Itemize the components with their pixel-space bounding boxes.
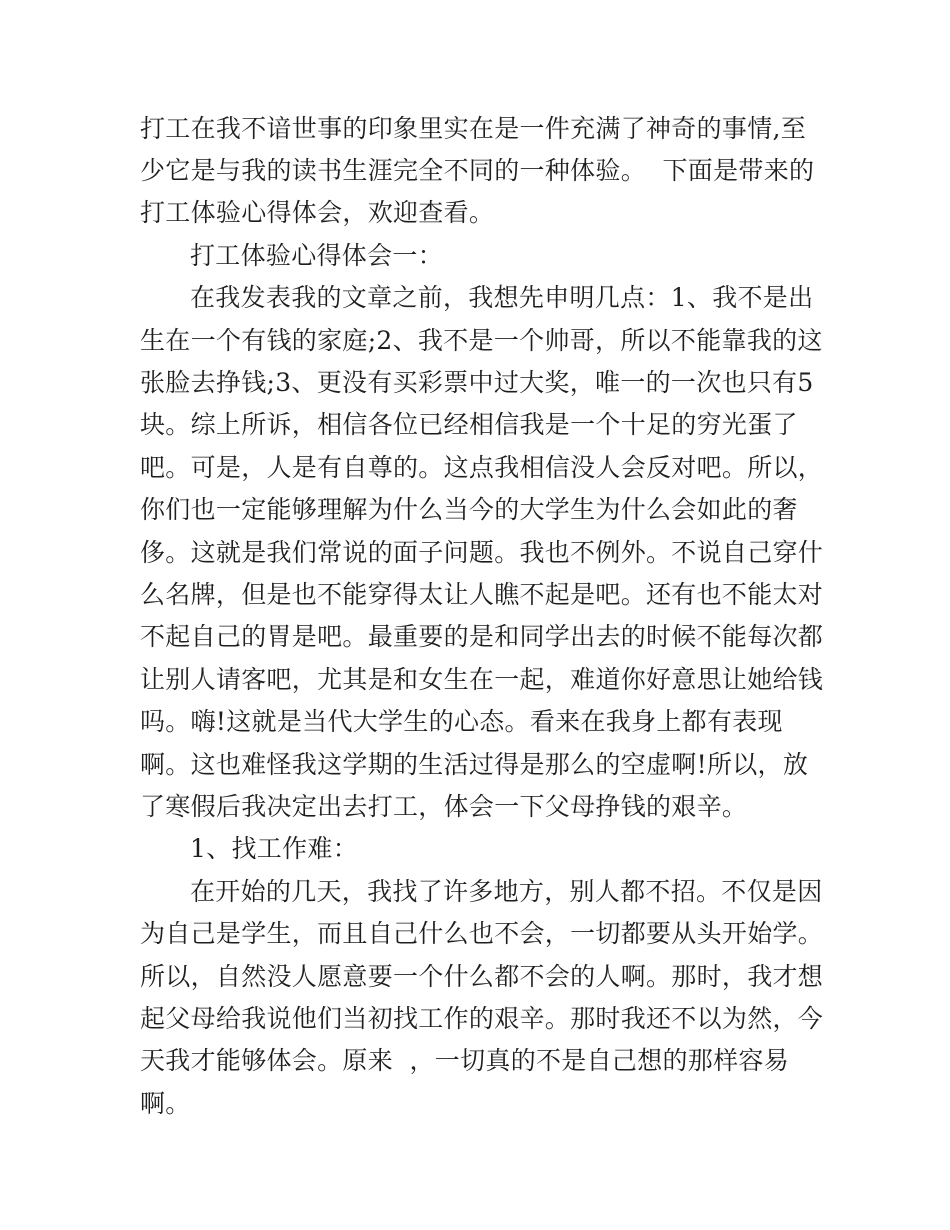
text-line: 所以，自然没人愿意要一个什么都不会的人啊。那时，我才想	[140, 962, 824, 991]
text-line: 啊。	[140, 1089, 191, 1118]
section-heading: 打工体验心得体会一：	[190, 241, 444, 270]
text-line: 少它是与我的读书生涯完全不同的一种体验。 下面是带来的	[140, 156, 815, 185]
text-line: 在开始的几天，我找了许多地方，别人都不招。不仅是因	[190, 877, 823, 906]
text-line: 让别人请客吧，尤其是和女生在一起，难道你好意思让她给钱	[140, 665, 824, 694]
text-line: 起父母给我说他们当初找工作的艰辛。那时我还不以为然，今	[140, 1004, 824, 1033]
text-line: 为自己是学生，而且自己什么也不会，一切都要从头开始学。	[140, 919, 824, 948]
text-line: 啊。这也难怪我这学期的生活过得是那么的空虚啊!所以，放	[140, 750, 809, 779]
text-line: 在我发表我的文章之前，我想先申明几点：1、我不是出	[190, 283, 814, 312]
text-line: 打工在我不谙世事的印象里实在是一件充满了神奇的事情,至	[140, 114, 807, 143]
text-line: 生在一个有钱的家庭;2、我不是一个帅哥，所以不能靠我的这	[140, 326, 823, 355]
text-line: 张脸去挣钱;3、更没有买彩票中过大奖，唯一的一次也只有5	[140, 368, 814, 397]
text-line: 吗。嗨!这就是当代大学生的心态。看来在我身上都有表现	[140, 707, 783, 736]
text-line: 不起自己的胃是吧。最重要的是和同学出去的时候不能每次都	[140, 622, 824, 651]
text-line: 侈。这就是我们常说的面子问题。我也不例外。不说自己穿什	[140, 538, 824, 567]
text-line: 你们也一定能够理解为什么当今的大学生为什么会如此的奢	[140, 495, 798, 524]
section-heading: 1、找工作难：	[190, 834, 359, 863]
text-line: 打工体验心得体会，欢迎查看。	[140, 198, 495, 227]
text-line: 吧。可是，人是有自尊的。这点我相信没人会反对吧。所以，	[140, 453, 824, 482]
text-line: 么名牌，但是也不能穿得太让人瞧不起是吧。还有也不能太对	[140, 580, 824, 609]
text-line: 块。综上所诉，相信各位已经相信我是一个十足的穷光蛋了	[140, 410, 798, 439]
text-line: 天我才能够体会。原来 ，一切真的不是自己想的那样容易	[140, 1046, 789, 1075]
text-line: 了寒假后我决定出去打工，体会一下父母挣钱的艰辛。	[140, 792, 748, 821]
